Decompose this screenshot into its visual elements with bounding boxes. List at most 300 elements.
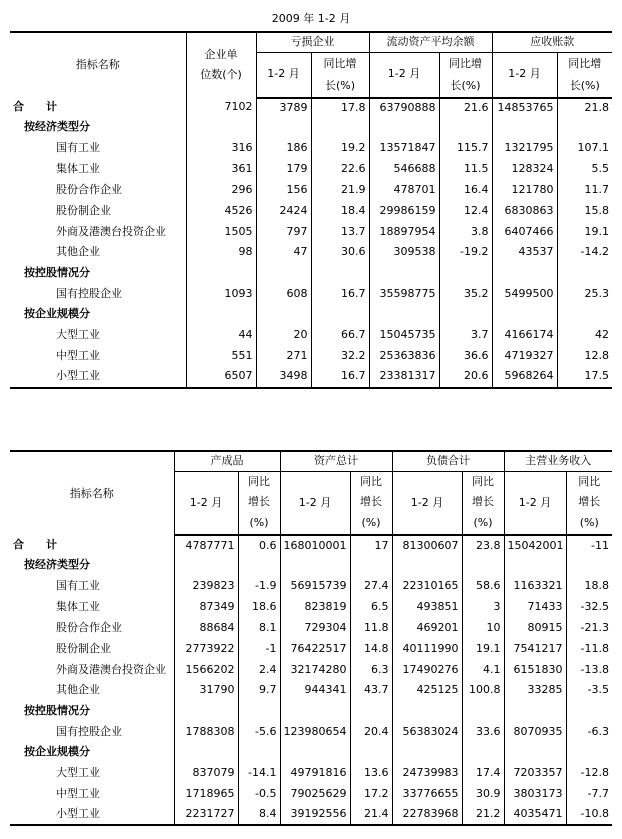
cell-value: 21.6 bbox=[439, 98, 492, 118]
cell-value: 18.4 bbox=[311, 201, 369, 222]
cell-value bbox=[311, 305, 369, 325]
cell-value: 39192556 bbox=[280, 804, 350, 825]
cell-value: -3.5 bbox=[587, 683, 609, 697]
cell-value: 4.1 bbox=[462, 659, 504, 680]
cell-value: 11.8 bbox=[350, 617, 392, 638]
cell-value: 15045735 bbox=[369, 325, 439, 346]
cell-value: 156 bbox=[256, 180, 311, 201]
row-label: 其他企业 bbox=[10, 243, 186, 263]
cell-value bbox=[369, 118, 439, 138]
cell-value bbox=[557, 305, 612, 325]
cell-value bbox=[256, 263, 311, 284]
cell-value: 239823 bbox=[174, 575, 238, 596]
header-growth-line: (%) bbox=[361, 516, 381, 530]
cell-value: 16.7 bbox=[311, 367, 369, 388]
cell-value: 179 bbox=[256, 159, 311, 180]
cell-value: 30.9 bbox=[462, 783, 504, 804]
cell-value: -14.1 bbox=[238, 762, 280, 783]
cell-value bbox=[256, 305, 311, 325]
cell-value: 0.6 bbox=[238, 535, 280, 555]
header-group-finished-goods: 产成品 bbox=[174, 451, 280, 471]
cell-value bbox=[311, 118, 369, 138]
cell-value bbox=[462, 742, 504, 762]
table-row bbox=[10, 243, 612, 263]
cell-value: 44 bbox=[186, 325, 256, 346]
cell-value bbox=[238, 555, 280, 575]
table-row bbox=[10, 367, 612, 388]
cell-value: 23.8 bbox=[462, 535, 504, 555]
cell-value bbox=[557, 263, 612, 284]
header-growth-line: 长(%) bbox=[324, 78, 356, 92]
header-growth-line: 长(%) bbox=[569, 78, 600, 92]
cell-value: 12.8 bbox=[584, 348, 609, 362]
cell-value: 425125 bbox=[392, 680, 462, 700]
cell-value: 35.2 bbox=[439, 284, 492, 305]
cell-value bbox=[439, 305, 492, 325]
cell-value: 17.8 bbox=[311, 98, 369, 118]
cell-value: 31790 bbox=[174, 680, 238, 700]
cell-value: 3.8 bbox=[439, 222, 492, 243]
table-row bbox=[10, 159, 612, 180]
cell-value: 100.8 bbox=[462, 680, 504, 700]
cell-value: 29986159 bbox=[369, 201, 439, 222]
table-row bbox=[10, 762, 612, 783]
cell-value: 36.6 bbox=[439, 346, 492, 367]
cell-value: 20 bbox=[256, 325, 311, 346]
cell-value: 19.1 bbox=[462, 638, 504, 659]
cell-value: 271 bbox=[256, 346, 311, 367]
cell-value: 121780 bbox=[492, 180, 557, 201]
row-label: 按企业规模分 bbox=[10, 305, 186, 325]
cell-value bbox=[186, 118, 256, 138]
cell-value: -5.6 bbox=[238, 721, 280, 742]
row-label: 国有控股企业 bbox=[10, 284, 186, 305]
cell-value bbox=[492, 305, 557, 325]
cell-value: 2424 bbox=[256, 201, 311, 222]
table-row bbox=[10, 138, 612, 159]
cell-value: 20.6 bbox=[439, 367, 492, 388]
cell-value: 1505 bbox=[186, 222, 256, 243]
table-row bbox=[10, 180, 612, 201]
cell-value bbox=[439, 118, 492, 138]
cell-value: 24739983 bbox=[392, 762, 462, 783]
table-row bbox=[10, 680, 612, 700]
row-label: 外商及港澳台投资企业 bbox=[10, 659, 174, 680]
row-label: 按经济类型分 bbox=[10, 118, 186, 138]
cell-value bbox=[350, 555, 392, 575]
cell-value: 186 bbox=[256, 138, 311, 159]
cell-value: 13.6 bbox=[350, 762, 392, 783]
cell-value bbox=[439, 263, 492, 284]
header-period: 1-2 月 bbox=[504, 471, 566, 535]
cell-value: 47 bbox=[256, 243, 311, 263]
cell-value: 7541217 bbox=[504, 638, 566, 659]
header-period: 1-2 月 bbox=[174, 471, 238, 535]
header-period: 1-2 月 bbox=[492, 52, 557, 98]
header-yoy-growth bbox=[238, 471, 280, 535]
cell-value: 21.4 bbox=[350, 804, 392, 825]
cell-value bbox=[186, 263, 256, 284]
header-count-line1: 企业单 bbox=[204, 48, 238, 62]
cell-value: 1718965 bbox=[174, 783, 238, 804]
total-row bbox=[10, 98, 612, 118]
cell-value bbox=[280, 555, 350, 575]
cell-value: 14853765 bbox=[492, 98, 557, 118]
cell-value: -32.5 bbox=[580, 599, 609, 613]
table-row bbox=[10, 804, 612, 825]
cell-value: 33285 bbox=[504, 680, 566, 700]
row-label: 股份合作企业 bbox=[10, 180, 186, 201]
row-label: 大型工业 bbox=[10, 762, 174, 783]
cell-value: 729304 bbox=[280, 617, 350, 638]
row-label: 其他企业 bbox=[10, 680, 174, 700]
cell-value bbox=[280, 700, 350, 721]
header-yoy-growth bbox=[557, 52, 612, 98]
table-row bbox=[10, 284, 612, 305]
header-growth-line: 同比增 bbox=[568, 56, 602, 70]
cell-value: 71433 bbox=[504, 596, 566, 617]
cell-value: -1 bbox=[238, 638, 280, 659]
header-period: 1-2 月 bbox=[256, 52, 311, 98]
cell-value: 81300607 bbox=[392, 535, 462, 555]
cell-value bbox=[256, 118, 311, 138]
section-row bbox=[10, 700, 612, 721]
row-label: 合 计 bbox=[10, 535, 174, 555]
cell-value: 18.8 bbox=[584, 578, 609, 592]
cell-value: 30.6 bbox=[311, 243, 369, 263]
row-label: 按经济类型分 bbox=[10, 555, 174, 575]
cell-value: 23381317 bbox=[369, 367, 439, 388]
row-label: 按控股情况分 bbox=[10, 700, 174, 721]
cell-value: 17 bbox=[350, 535, 392, 555]
header-growth-line: 同比 bbox=[248, 474, 270, 488]
cell-value: 1163321 bbox=[504, 575, 566, 596]
cell-value bbox=[392, 700, 462, 721]
cell-value: 21.9 bbox=[311, 180, 369, 201]
section-row bbox=[10, 305, 612, 325]
table-row bbox=[10, 783, 612, 804]
cell-value: 1321795 bbox=[492, 138, 557, 159]
cell-value: 469201 bbox=[392, 617, 462, 638]
cell-value: 8070935 bbox=[504, 721, 566, 742]
cell-value: 21.8 bbox=[584, 100, 609, 114]
cell-value: 944341 bbox=[280, 680, 350, 700]
cell-value bbox=[311, 263, 369, 284]
cell-value: 107.1 bbox=[577, 140, 609, 154]
cell-value: 2773922 bbox=[174, 638, 238, 659]
cell-value: 14.8 bbox=[350, 638, 392, 659]
row-label: 集体工业 bbox=[10, 596, 174, 617]
header-group-current-assets: 流动资产平均余额 bbox=[369, 32, 492, 52]
section-row bbox=[10, 742, 612, 762]
cell-value: -10.8 bbox=[566, 804, 612, 825]
cell-value bbox=[392, 742, 462, 762]
cell-value bbox=[462, 555, 504, 575]
cell-value: 5.5 bbox=[591, 161, 609, 175]
cell-value: 17.4 bbox=[462, 762, 504, 783]
table-row bbox=[10, 325, 612, 346]
cell-value: 546688 bbox=[369, 159, 439, 180]
cell-value: 35598775 bbox=[369, 284, 439, 305]
header-growth-line: (%) bbox=[473, 516, 493, 530]
cell-value: 4787771 bbox=[174, 535, 238, 555]
cell-value: 4166174 bbox=[492, 325, 557, 346]
cell-value bbox=[504, 700, 566, 721]
cell-value: 15042001 bbox=[504, 535, 566, 555]
cell-value: 7203357 bbox=[504, 762, 566, 783]
cell-value bbox=[174, 700, 238, 721]
cell-value: 22783968 bbox=[392, 804, 462, 825]
header-growth-line: 同比 bbox=[578, 474, 601, 488]
cell-value bbox=[492, 118, 557, 138]
cell-value: 22.6 bbox=[311, 159, 369, 180]
cell-value bbox=[566, 700, 612, 721]
cell-value bbox=[557, 118, 612, 138]
cell-value bbox=[238, 700, 280, 721]
header-growth-line: 增长 bbox=[472, 495, 494, 509]
cell-value: 27.4 bbox=[350, 575, 392, 596]
cell-value: 2231727 bbox=[174, 804, 238, 825]
cell-value bbox=[174, 555, 238, 575]
cell-value: 128324 bbox=[492, 159, 557, 180]
cell-value: 6407466 bbox=[492, 222, 557, 243]
header-group-loss: 亏损企业 bbox=[256, 32, 369, 52]
row-label: 大型工业 bbox=[10, 325, 186, 346]
cell-value: 4035471 bbox=[504, 804, 566, 825]
cell-value bbox=[504, 742, 566, 762]
cell-value bbox=[462, 700, 504, 721]
cell-value: 32.2 bbox=[311, 346, 369, 367]
header-indicator-name: 指标名称 bbox=[10, 32, 186, 98]
header-yoy-growth bbox=[462, 471, 504, 535]
header-growth-line: 增长 bbox=[578, 495, 601, 509]
cell-value: 478701 bbox=[369, 180, 439, 201]
cell-value bbox=[369, 263, 439, 284]
cell-value: 79025629 bbox=[280, 783, 350, 804]
header-growth-line: 同比增 bbox=[323, 56, 357, 70]
table-industry-indicators-2 bbox=[10, 450, 612, 826]
header-growth-line: 同比 bbox=[360, 474, 382, 488]
cell-value: 4719327 bbox=[492, 346, 557, 367]
cell-value: 19.2 bbox=[311, 138, 369, 159]
cell-value: -7.7 bbox=[587, 786, 609, 800]
table-industry-indicators-1 bbox=[10, 31, 612, 389]
section-row bbox=[10, 263, 612, 284]
cell-value: 608 bbox=[256, 284, 311, 305]
cell-value: 18.6 bbox=[238, 596, 280, 617]
total-row bbox=[10, 535, 612, 555]
cell-value: 13.7 bbox=[311, 222, 369, 243]
row-label: 集体工业 bbox=[10, 159, 186, 180]
table-row bbox=[10, 201, 612, 222]
row-label: 中型工业 bbox=[10, 346, 186, 367]
header-yoy-growth bbox=[311, 52, 369, 98]
cell-value: 33776655 bbox=[392, 783, 462, 804]
cell-value: 17490276 bbox=[392, 659, 462, 680]
cell-value: 58.6 bbox=[462, 575, 504, 596]
cell-value: -21.3 bbox=[580, 620, 609, 634]
cell-value: -11.8 bbox=[580, 641, 609, 655]
cell-value: 32174280 bbox=[280, 659, 350, 680]
cell-value: 6151830 bbox=[504, 659, 566, 680]
header-growth-line: 增长 bbox=[248, 495, 270, 509]
cell-value: 18897954 bbox=[369, 222, 439, 243]
cell-value: 551 bbox=[186, 346, 256, 367]
cell-value: 7102 bbox=[186, 98, 256, 118]
cell-value: 11.7 bbox=[584, 182, 609, 196]
cell-value: 1566202 bbox=[174, 659, 238, 680]
cell-value: 115.7 bbox=[439, 138, 492, 159]
cell-value: -12.8 bbox=[580, 765, 609, 779]
cell-value: -13.8 bbox=[580, 662, 609, 676]
cell-value: 168010001 bbox=[280, 535, 350, 555]
row-label: 外商及港澳台投资企业 bbox=[10, 222, 186, 243]
cell-value: 43.7 bbox=[350, 680, 392, 700]
row-label: 国有工业 bbox=[10, 575, 174, 596]
cell-value bbox=[566, 555, 612, 575]
cell-value: 13571847 bbox=[369, 138, 439, 159]
header-period: 1-2 月 bbox=[369, 52, 439, 98]
row-label: 小型工业 bbox=[10, 804, 174, 825]
table-row bbox=[10, 721, 612, 742]
header-group-receivables: 应收账款 bbox=[492, 32, 612, 52]
row-label: 国有控股企业 bbox=[10, 721, 174, 742]
cell-value: 21.2 bbox=[462, 804, 504, 825]
cell-value: 4526 bbox=[186, 201, 256, 222]
cell-value: 823819 bbox=[280, 596, 350, 617]
header-group-total-assets: 资产总计 bbox=[280, 451, 392, 471]
cell-value: 16.4 bbox=[439, 180, 492, 201]
cell-value: 10 bbox=[462, 617, 504, 638]
cell-value: 80915 bbox=[504, 617, 566, 638]
header-yoy-growth bbox=[439, 52, 492, 98]
cell-value bbox=[350, 700, 392, 721]
cell-value: 9.7 bbox=[238, 680, 280, 700]
table-row bbox=[10, 596, 612, 617]
cell-value: -1.9 bbox=[238, 575, 280, 596]
cell-value: 3803173 bbox=[504, 783, 566, 804]
cell-value: 19.1 bbox=[584, 224, 609, 238]
cell-value: -14.2 bbox=[580, 245, 609, 259]
cell-value: 6830863 bbox=[492, 201, 557, 222]
row-label: 股份制企业 bbox=[10, 638, 174, 659]
cell-value: 76422517 bbox=[280, 638, 350, 659]
row-label: 国有工业 bbox=[10, 138, 186, 159]
header-enterprise-count bbox=[186, 32, 256, 98]
cell-value bbox=[174, 742, 238, 762]
header-growth-line: 增长 bbox=[360, 495, 382, 509]
cell-value bbox=[369, 305, 439, 325]
cell-value: 40111990 bbox=[392, 638, 462, 659]
cell-value bbox=[280, 742, 350, 762]
cell-value: 5968264 bbox=[492, 367, 557, 388]
cell-value: 6507 bbox=[186, 367, 256, 388]
row-label: 按控股情况分 bbox=[10, 263, 186, 284]
header-growth-line: (%) bbox=[579, 516, 599, 530]
cell-value: -0.5 bbox=[238, 783, 280, 804]
cell-value bbox=[566, 742, 612, 762]
cell-value: 15.8 bbox=[584, 203, 609, 217]
cell-value: 43537 bbox=[492, 243, 557, 263]
header-count-line2: 位数(个) bbox=[200, 68, 242, 82]
cell-value: 3498 bbox=[256, 367, 311, 388]
header-growth-line: 同比增 bbox=[449, 56, 482, 70]
cell-value: 5499500 bbox=[492, 284, 557, 305]
header-growth-line: 同比 bbox=[472, 474, 494, 488]
cell-value: 25363836 bbox=[369, 346, 439, 367]
row-label: 合 计 bbox=[10, 98, 186, 118]
table-row bbox=[10, 617, 612, 638]
cell-value: 16.7 bbox=[311, 284, 369, 305]
cell-value: 309538 bbox=[369, 243, 439, 263]
cell-value: 22310165 bbox=[392, 575, 462, 596]
cell-value bbox=[238, 742, 280, 762]
cell-value: 8.4 bbox=[238, 804, 280, 825]
table-row bbox=[10, 638, 612, 659]
cell-value: 837079 bbox=[174, 762, 238, 783]
cell-value: 123980654 bbox=[280, 721, 350, 742]
cell-value bbox=[350, 742, 392, 762]
row-label: 小型工业 bbox=[10, 367, 186, 388]
cell-value: -6.3 bbox=[587, 724, 609, 738]
cell-value: 1093 bbox=[186, 284, 256, 305]
table-row bbox=[10, 346, 612, 367]
header-yoy-growth bbox=[566, 471, 612, 535]
cell-value: 493851 bbox=[392, 596, 462, 617]
header-yoy-growth bbox=[350, 471, 392, 535]
cell-value: 6.5 bbox=[350, 596, 392, 617]
section-row bbox=[10, 555, 612, 575]
cell-value: 3 bbox=[462, 596, 504, 617]
cell-value: 33.6 bbox=[462, 721, 504, 742]
cell-value: 361 bbox=[186, 159, 256, 180]
cell-value: 6.3 bbox=[350, 659, 392, 680]
cell-value: 17.5 bbox=[557, 367, 612, 388]
cell-value: 98 bbox=[186, 243, 256, 263]
cell-value: 25.3 bbox=[584, 286, 609, 300]
cell-value: 1788308 bbox=[174, 721, 238, 742]
header-period: 1-2 月 bbox=[392, 471, 462, 535]
cell-value: -19.2 bbox=[439, 243, 492, 263]
cell-value: 12.4 bbox=[439, 201, 492, 222]
cell-value: 296 bbox=[186, 180, 256, 201]
table-row bbox=[10, 222, 612, 243]
header-growth-line: (%) bbox=[249, 516, 269, 530]
cell-value: 42 bbox=[595, 327, 609, 341]
header-period: 1-2 月 bbox=[280, 471, 350, 535]
section-row bbox=[10, 118, 612, 138]
cell-value: 87349 bbox=[174, 596, 238, 617]
cell-value: 316 bbox=[186, 138, 256, 159]
header-group-main-revenue: 主营业务收入 bbox=[504, 451, 612, 471]
row-label: 股份制企业 bbox=[10, 201, 186, 222]
cell-value: 56915739 bbox=[280, 575, 350, 596]
row-label: 中型工业 bbox=[10, 783, 174, 804]
row-label: 股份合作企业 bbox=[10, 617, 174, 638]
cell-value: 17.2 bbox=[350, 783, 392, 804]
header-growth-line: 长(%) bbox=[450, 78, 481, 92]
cell-value: 88684 bbox=[174, 617, 238, 638]
cell-value bbox=[392, 555, 462, 575]
cell-value: 66.7 bbox=[311, 325, 369, 346]
cell-value: 8.1 bbox=[238, 617, 280, 638]
cell-value: 3789 bbox=[256, 98, 311, 118]
cell-value bbox=[186, 305, 256, 325]
header-group-total-liabilities: 负债合计 bbox=[392, 451, 504, 471]
cell-value: 49791816 bbox=[280, 762, 350, 783]
table-row bbox=[10, 575, 612, 596]
header-indicator-name-2: 指标名称 bbox=[10, 451, 174, 535]
